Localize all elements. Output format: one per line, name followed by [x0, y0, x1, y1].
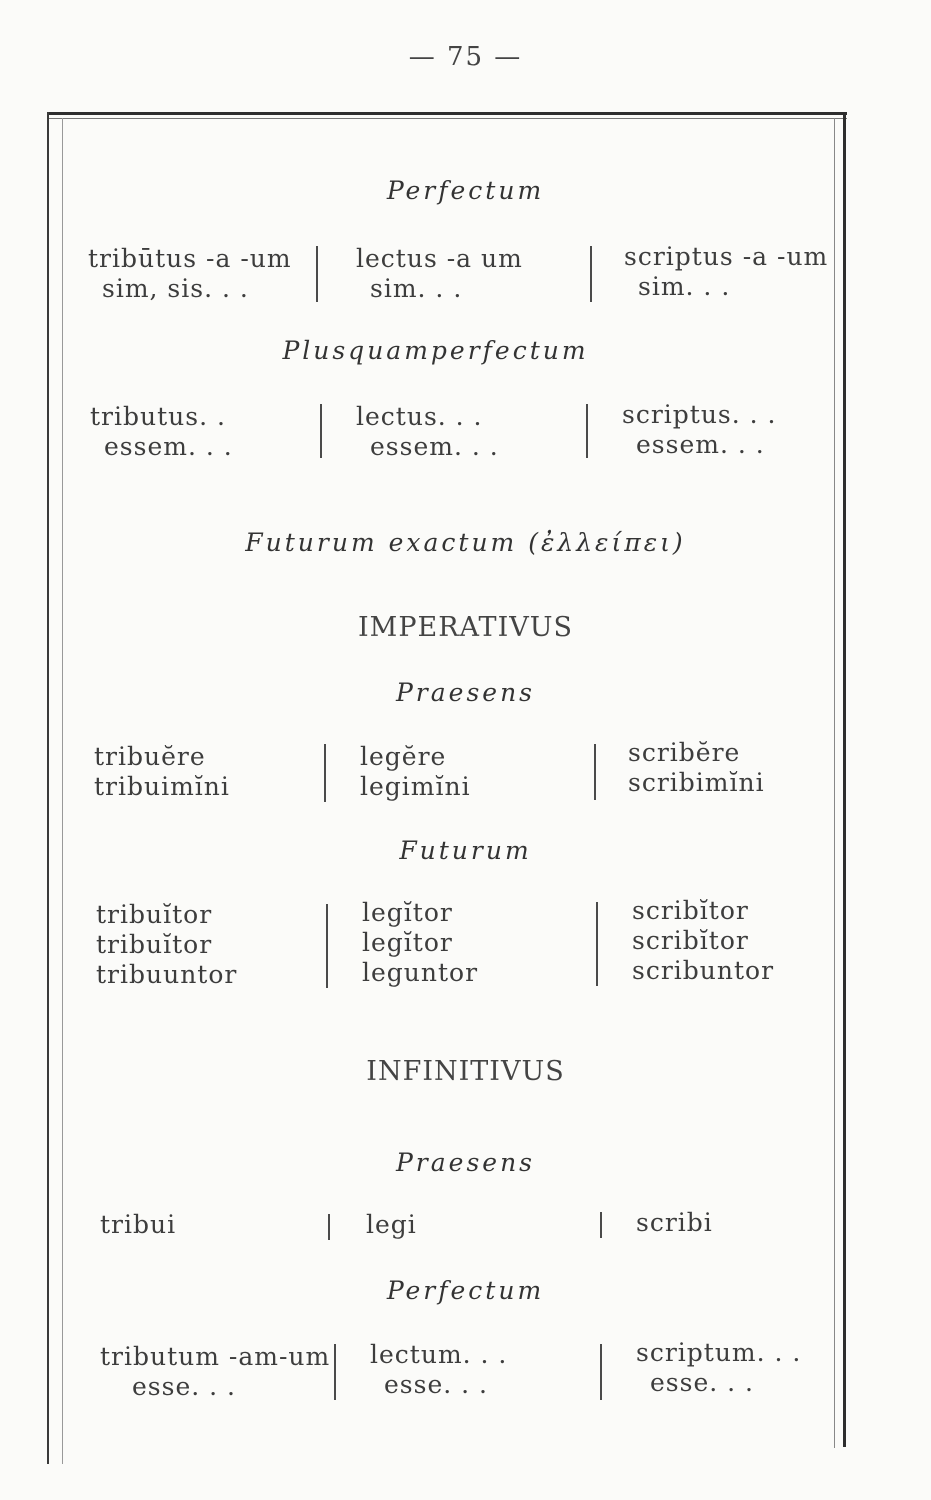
inf-perfectum-col1-line1: tributum -am-um — [100, 1342, 331, 1371]
imp-futurum-divider-2 — [596, 902, 598, 986]
infinitivus-heading: INFINITIVUS — [366, 1056, 565, 1087]
imp-futurum-col2-line3: leguntor — [362, 958, 479, 987]
infinitivus-praesens-heading: Praesens — [395, 1148, 536, 1177]
top-rule-thin — [47, 118, 847, 119]
inf-perfectum-divider-1 — [334, 1344, 336, 1400]
imp-futurum-col1 — [96, 900, 237, 990]
plusquamperfectum-col2-line2: essem. . . — [370, 432, 499, 461]
perfectum-col3-line2: sim. . . — [638, 272, 731, 301]
imp-futurum-col1-line2: tribuĭtor — [96, 930, 213, 959]
frame-left-inner-rule — [62, 118, 63, 1464]
imp-praesens-col3-line2: scribimĭni — [628, 768, 765, 797]
imp-praesens-divider-2 — [594, 744, 596, 800]
imp-futurum-col2 — [362, 898, 478, 988]
imp-futurum-col1-line3: tribuuntor — [96, 960, 238, 989]
imp-futurum-col3-line3: scribuntor — [632, 956, 775, 985]
perfectum-col2-line1: lectus -a um — [356, 244, 523, 273]
frame-right-inner-rule — [834, 118, 835, 1448]
inf-perfectum-col3 — [636, 1338, 801, 1398]
inf-perfectum-col1-line2: esse. . . — [132, 1372, 236, 1401]
perfectum-col1 — [88, 244, 292, 304]
inf-praesens-divider-2 — [600, 1212, 602, 1238]
imp-futurum-col3 — [632, 896, 774, 986]
imp-praesens-col3-line1: scribĕre — [628, 738, 741, 767]
inf-praesens-col1 — [100, 1210, 176, 1240]
imp-futurum-col3-line2: scribĭtor — [632, 926, 749, 955]
frame-left-rule — [47, 112, 49, 1464]
inf-perfectum-col2 — [370, 1340, 507, 1400]
inf-perfectum-col2-line1: lectum. . . — [370, 1340, 508, 1369]
inf-praesens-col3 — [636, 1208, 713, 1238]
page-number: — 75 — — [408, 42, 523, 72]
perfectum-col1-line1: tribūtus -a -um — [88, 244, 292, 273]
inf-praesens-divider-1 — [328, 1214, 330, 1240]
plusquamperfectum-col1-line1: tributus. . — [90, 402, 226, 431]
perfectum-col2 — [356, 244, 523, 304]
plusquamperfectum-divider-2 — [586, 404, 588, 458]
imp-praesens-col3 — [628, 738, 765, 798]
perfectum-divider-1 — [316, 246, 318, 302]
inf-perfectum-col3-line2: esse. . . — [650, 1368, 754, 1397]
imperativus-praesens-heading: Praesens — [395, 678, 536, 707]
perfectum-heading: Perfectum — [386, 176, 545, 205]
infinitivus-perfectum-heading: Perfectum — [386, 1276, 545, 1305]
perfectum-col3-line1: scriptus -a -um — [624, 242, 829, 271]
top-rule — [47, 112, 847, 115]
inf-perfectum-col3-line1: scriptum. . . — [636, 1338, 802, 1367]
imp-praesens-col2-line2: legimĭni — [360, 772, 471, 801]
inf-praesens-col1-line1: tribui — [100, 1210, 177, 1239]
plusquamperfectum-col1-line2: essem. . . — [104, 432, 233, 461]
imp-futurum-col3-line1: scribĭtor — [632, 896, 749, 925]
plusquamperfectum-col3-line1: scriptus. . . — [622, 400, 777, 429]
imp-futurum-col2-line1: legĭtor — [362, 898, 453, 927]
plusquamperfectum-col1 — [90, 402, 233, 462]
imp-praesens-col1 — [94, 742, 230, 802]
imp-futurum-col1-line1: tribuĭtor — [96, 900, 213, 929]
futurum-exactum-heading: Futurum exactum (ἐλλείπει) — [245, 528, 686, 557]
perfectum-col2-line2: sim. . . — [370, 274, 463, 303]
inf-perfectum-divider-2 — [600, 1344, 602, 1400]
inf-praesens-col2 — [366, 1210, 417, 1240]
inf-perfectum-col2-line2: esse. . . — [384, 1370, 488, 1399]
plusquamperfectum-col3 — [622, 400, 777, 460]
imp-futurum-divider-1 — [326, 904, 328, 988]
plusquamperfectum-col2-line1: lectus. . . — [356, 402, 483, 431]
plusquamperfectum-col3-line2: essem. . . — [636, 430, 765, 459]
imp-praesens-divider-1 — [324, 744, 326, 802]
frame-right-rule — [843, 112, 846, 1447]
inf-praesens-col3-line1: scribi — [636, 1208, 713, 1237]
imperativus-heading: IMPERATIVUS — [358, 612, 573, 643]
inf-praesens-col2-line1: legi — [366, 1210, 417, 1239]
imp-praesens-col2 — [360, 742, 471, 802]
perfectum-divider-2 — [590, 246, 592, 302]
plusquamperfectum-col2 — [356, 402, 499, 462]
imperativus-futurum-heading: Futurum — [399, 836, 532, 865]
plusquamperfectum-divider-1 — [320, 404, 322, 458]
plusquamperfectum-heading: Plusquamperfectum — [282, 336, 589, 365]
imp-praesens-col1-line1: tribuĕre — [94, 742, 206, 771]
perfectum-col1-line2: sim, sis. . . — [102, 274, 249, 303]
imp-praesens-col2-line1: legĕre — [360, 742, 447, 771]
imp-praesens-col1-line2: tribuimĭni — [94, 772, 230, 801]
perfectum-col3 — [624, 242, 828, 302]
imp-futurum-col2-line2: legĭtor — [362, 928, 453, 957]
inf-perfectum-col1 — [100, 1342, 330, 1402]
